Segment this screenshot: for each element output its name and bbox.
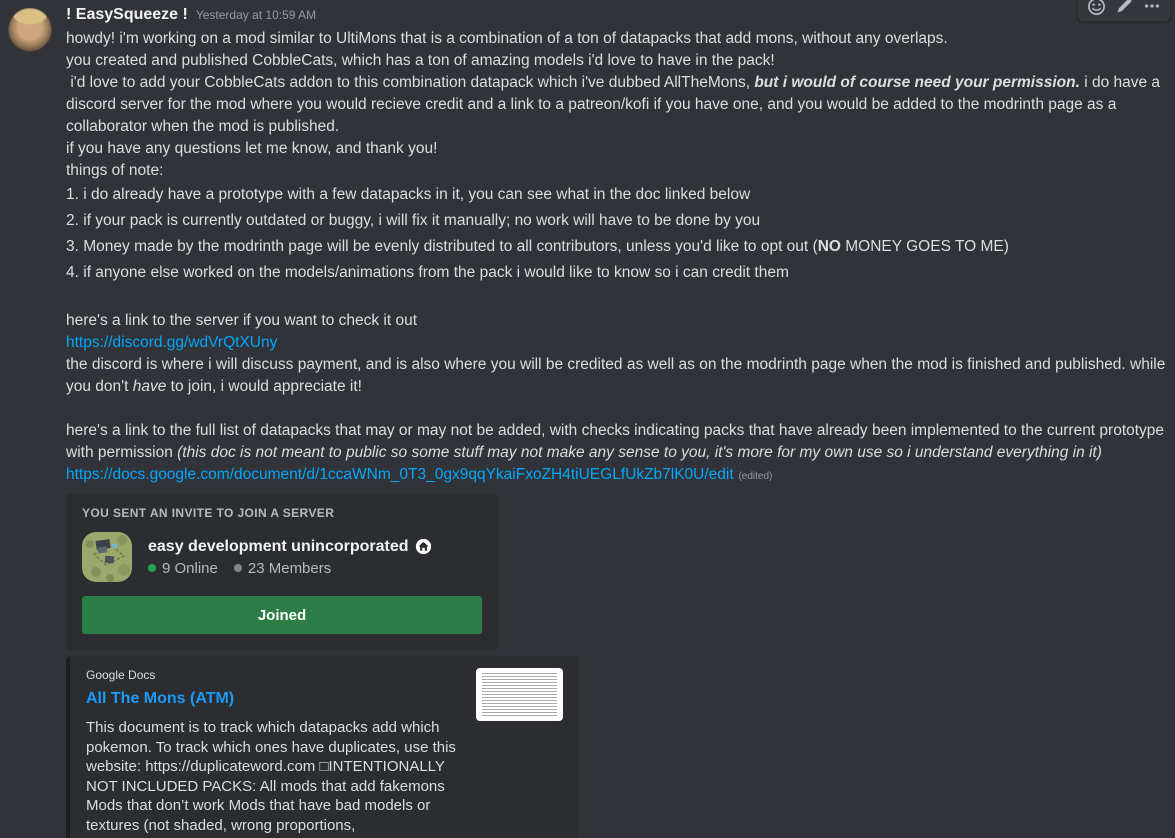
invite-server-row [82,532,482,582]
text-run: have [132,378,167,395]
text-run: you created and published CobbleCats, which has a ton of amazing models i'd love to have in the pack! [66,52,775,69]
server-stats [148,560,432,577]
text-run: (this doc is not meant to public so some stuff may not make any sense to you, it's more for my own use so i understand everything in it) [177,444,1102,461]
message-line [66,50,1169,72]
message-header [66,6,1169,28]
text-run: if anyone else worked on the models/animations from the pack i would like to know so i can credit them [83,264,789,281]
server-invite-embed [66,494,498,650]
numbered-list [66,184,1169,284]
message-link[interactable]: https://discord.gg/wdVrQtXUny [66,334,278,351]
text-run: things of note: [66,162,164,179]
home-badge-icon [415,538,432,555]
text-run: here's a link to the full list of datapacks that may or may not be added, with checks indicating packs that have already been implemented to the current prototype with permission [66,422,1169,461]
text-run: i'd love to add your CobbleCats addon to this combination datapack which i've dubbed AllTheMons, [66,74,755,91]
list-item [66,262,1169,284]
message-line [66,464,1169,488]
blank-line [66,288,1169,310]
member-count: 23 Members [247,559,332,577]
text-run: if your pack is currently outdated or buggy, i will fix it manually; no work will have to be done by you [83,212,761,229]
doc-thumbnail[interactable] [476,668,563,721]
docs-title-link[interactable]: All The Mons (ATM) [86,690,235,707]
server-name-label: easy development unincorporated [148,537,409,555]
online-count: 9 Online [162,559,218,577]
text-run: the discord is where i will discuss payment, and is also where you will be credited as well as on the modrinth page when the mod is finished and published. while you don't [66,356,1170,395]
message-line [66,332,1169,354]
text-run: i do have a discord server for the mod where you would recieve credit and a link to a patreon/kofi if you have one, and you would be added to the modrinth page as a collaborator when the mod is published. [66,74,1165,135]
list-item [66,236,1169,258]
docs-embed-main [86,668,462,835]
online-stat [148,560,218,577]
text-run: MONEY GOES TO ME) [840,238,1009,255]
text-run: to join, i would appreciate it! [166,378,362,395]
timestamp: Yesterday at 10:59 AM [195,8,317,22]
message-line [66,420,1169,464]
text-run: Money made by the modrinth page will be evenly distributed to all contributors, unless you'd like to opt out ( [83,238,818,255]
server-icon[interactable] [82,532,132,582]
username[interactable]: ! EasySqueeze ! [66,6,188,23]
joined-button[interactable]: Joined [82,596,482,634]
text-run: (edited) [735,471,773,482]
message-line [66,138,1169,160]
text-run: NO [817,238,841,255]
text-run: here's a link to the server if you want to check it out [66,312,418,329]
text-run: howdy! i'm working on a mod similar to UltiMons that is a combination of a ton of datapacks that add mons, without any overlaps. [66,30,948,47]
message-line [66,310,1169,332]
members-dot-icon [234,564,242,572]
docs-provider: Google Docs [86,668,156,682]
doc-thumbnail-text-lines [482,673,557,716]
text-run: i do already have a prototype with a few datapacks in it, you can see what in the doc linked below [83,186,751,203]
message-line [66,354,1169,398]
online-dot-icon [148,564,156,572]
avatar[interactable] [8,8,52,52]
list-item [66,210,1169,232]
message-line [66,160,1169,182]
server-name [148,538,432,556]
google-docs-embed [66,656,579,838]
docs-description: This document is to track which datapacks add which pokemon. To track which ones have duplicates, use this website: https://duplicateword.com □INTENTIONALLY NOT INCLUDED PACKS: All mods that add fakemons Mods that don’t work Mods that have bad models or textures (not shaded, wrong proportions, [86,719,456,834]
list-item [66,184,1169,206]
message-line [66,72,1169,138]
text-run: if you have any questions let me know, and thank you! [66,140,438,157]
invite-info [148,538,432,577]
text-run: but i would of course need your permission. [754,74,1080,91]
members-stat [234,560,331,577]
invite-header: YOU SENT AN INVITE TO JOIN A SERVER [82,506,335,520]
message-line [66,28,1169,50]
message-blocks [66,28,1169,488]
message-content [66,6,1169,838]
blank-line [66,398,1169,420]
message-link[interactable]: https://docs.google.com/document/d/1ccaWNm_0T3_0gx9qqYkaiFxoZH4tiUEGLfUkZb7lK0U/edit [66,466,734,483]
